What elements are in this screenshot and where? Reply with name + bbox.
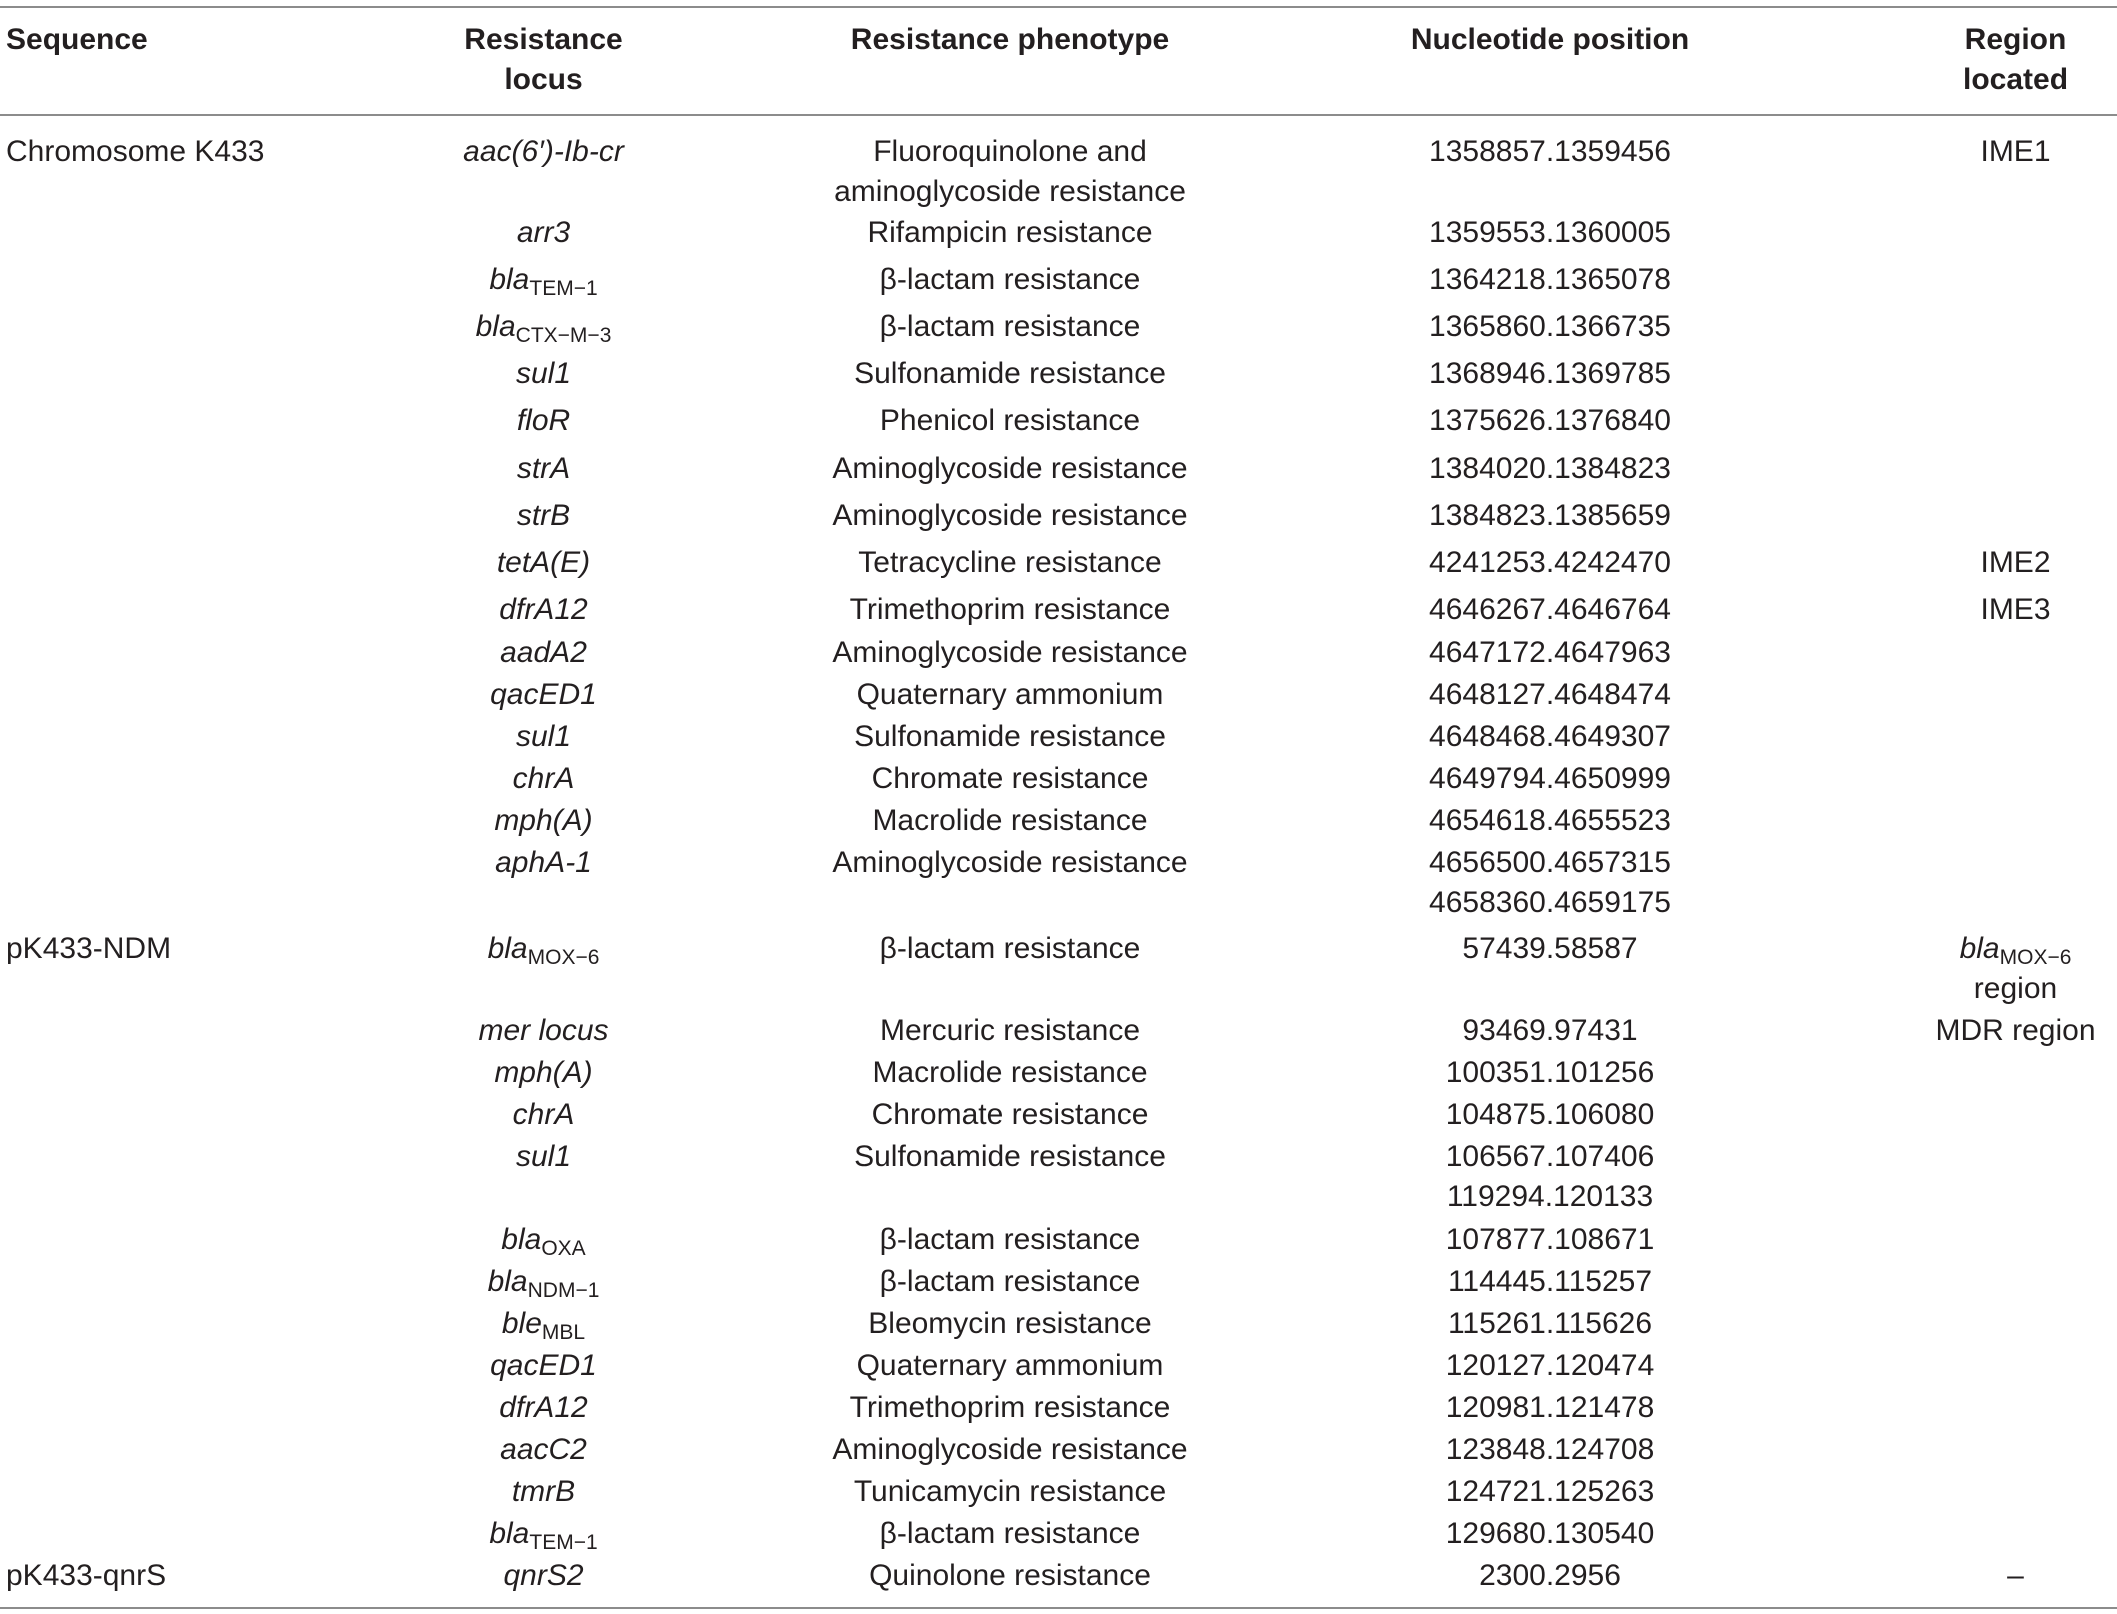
cell-position: 4646267.4646764 [1429, 593, 1671, 626]
cell-locus [395, 1053, 692, 1093]
cell-locus [395, 449, 692, 489]
cell-locus [395, 801, 692, 841]
cell-position: 106567.107406 [1445, 1140, 1655, 1173]
region-subscript: MOX−6 [1999, 946, 2072, 969]
cell-phenotype: β-lactam resistance [879, 1517, 1141, 1550]
cell-phenotype: Rifampicin resistance [867, 216, 1153, 249]
cell-locus [395, 132, 692, 172]
cell-region [1900, 590, 2117, 630]
locus-subscript: MBL [541, 1321, 586, 1344]
cell-locus [395, 1430, 692, 1470]
locus-name: sul1 [515, 1140, 572, 1173]
cell-phenotype: Fluoroquinolone and [873, 135, 1147, 168]
cell-position: 114445.115257 [1447, 1265, 1653, 1298]
cell-position: 120127.120474 [1445, 1349, 1655, 1382]
locus-name: bla [487, 932, 528, 965]
header-phenotype: Resistance phenotype [850, 23, 1170, 56]
cell-phenotype: β-lactam resistance [879, 1265, 1141, 1298]
cell-locus [395, 1304, 692, 1344]
cell-position: 1365860.1366735 [1429, 310, 1671, 343]
cell-position: 1358857.1359456 [1429, 135, 1671, 168]
cell-phenotype: Tunicamycin resistance [853, 1475, 1167, 1508]
locus-name: floR [516, 404, 571, 437]
cell-locus [395, 354, 692, 394]
cell-phenotype: β-lactam resistance [879, 932, 1141, 965]
cell-phenotype: Quaternary ammonium [856, 1349, 1164, 1382]
cell-locus [395, 307, 692, 347]
cell-region-line2: region [1973, 972, 2058, 1005]
cell-position: 93469.97431 [1462, 1014, 1638, 1047]
cell-position: 104875.106080 [1445, 1098, 1655, 1131]
cell-locus [395, 717, 692, 757]
cell-region [1900, 1011, 2117, 1051]
locus-name: strA [516, 452, 571, 485]
cell-sequence: pK433-qnrS [6, 1559, 167, 1592]
cell-locus [395, 1220, 692, 1260]
cell-locus [395, 1011, 692, 1051]
locus-name: bla [489, 1517, 530, 1550]
cell-locus [395, 1556, 692, 1596]
header-position: Nucleotide position [1410, 23, 1690, 56]
cell-locus [395, 633, 692, 673]
cell-position: 123848.124708 [1445, 1433, 1655, 1466]
cell-position: 1384020.1384823 [1429, 452, 1671, 485]
cell-locus [395, 929, 692, 969]
cell-region [1900, 929, 2117, 969]
locus-name: bla [501, 1223, 542, 1256]
cell-phenotype: β-lactam resistance [879, 1223, 1141, 1256]
locus-name: aadA2 [500, 636, 587, 669]
cell-locus [395, 1137, 692, 1177]
cell-phenotype: Aminoglycoside resistance [832, 452, 1188, 485]
locus-subscript: NDM−1 [527, 1279, 600, 1302]
locus-name: sul1 [515, 720, 572, 753]
locus-name: chrA [512, 1098, 575, 1131]
cell-sequence: Chromosome K433 [6, 135, 265, 168]
cell-phenotype: Chromate resistance [871, 1098, 1149, 1131]
locus-name: mph(A) [494, 804, 593, 837]
cell-locus [395, 1388, 692, 1428]
cell-position: 4648127.4648474 [1429, 678, 1671, 711]
locus-name: dfrA12 [499, 1391, 588, 1424]
header-region-line2: located [1962, 63, 2069, 96]
cell-phenotype: Macrolide resistance [872, 1056, 1148, 1089]
region-name: MDR region [1935, 1014, 2096, 1047]
locus-name: tetA(E) [496, 546, 591, 579]
region-name: – [2007, 1559, 2024, 1592]
cell-phenotype: Quinolone resistance [869, 1559, 1151, 1592]
table-header-rule [0, 114, 2117, 116]
cell-region [1900, 1556, 2117, 1596]
cell-phenotype: β-lactam resistance [879, 310, 1141, 343]
cell-locus [395, 590, 692, 630]
locus-name: qacED1 [490, 678, 597, 711]
locus-subscript: MOX−6 [527, 946, 600, 969]
cell-locus [395, 675, 692, 715]
region-name: IME1 [1980, 135, 2051, 168]
cell-position: 120981.121478 [1445, 1391, 1655, 1424]
cell-locus [395, 260, 692, 300]
cell-position: 1364218.1365078 [1429, 263, 1671, 296]
cell-sequence: pK433-NDM [6, 932, 172, 965]
cell-phenotype: Macrolide resistance [872, 804, 1148, 837]
header-sequence: Sequence [6, 23, 148, 56]
cell-phenotype: Sulfonamide resistance [854, 1140, 1166, 1173]
cell-locus [395, 543, 692, 583]
locus-name: sul1 [515, 357, 572, 390]
locus-subscript: OXA [541, 1237, 586, 1260]
locus-name: arr3 [516, 216, 571, 249]
cell-phenotype: Phenicol resistance [879, 404, 1141, 437]
header-region-line1: Region [1964, 23, 2067, 56]
cell-locus [395, 401, 692, 441]
cell-locus [395, 496, 692, 536]
cell-position-line2: 119294.120133 [1446, 1180, 1654, 1213]
locus-name: mer locus [478, 1014, 609, 1047]
cell-phenotype: Trimethoprim resistance [849, 1391, 1171, 1424]
cell-phenotype: Sulfonamide resistance [854, 357, 1166, 390]
cell-position: 4654618.4655523 [1429, 804, 1671, 837]
cell-position: 4647172.4647963 [1429, 636, 1671, 669]
cell-position: 1368946.1369785 [1429, 357, 1671, 390]
cell-locus [395, 1262, 692, 1302]
cell-position: 1375626.1376840 [1429, 404, 1671, 437]
locus-subscript: TEM−1 [529, 277, 598, 300]
header-locus [395, 20, 692, 100]
cell-position: 4241253.4242470 [1429, 546, 1671, 579]
cell-locus [395, 759, 692, 799]
cell-position: 107877.108671 [1445, 1223, 1655, 1256]
locus-name: tmrB [511, 1475, 576, 1508]
locus-subscript: TEM−1 [529, 1531, 598, 1554]
cell-phenotype: Bleomycin resistance [868, 1307, 1152, 1340]
locus-subscript: CTX−M−3 [515, 324, 612, 347]
cell-phenotype: Aminoglycoside resistance [832, 846, 1188, 879]
cell-locus [395, 843, 692, 883]
cell-phenotype-line2: aminoglycoside resistance [834, 175, 1186, 208]
header-locus-line2: locus [504, 63, 583, 96]
locus-name: mph(A) [494, 1056, 593, 1089]
locus-name: aphA-1 [495, 846, 592, 879]
cell-locus [395, 1346, 692, 1386]
region-name: IME2 [1980, 546, 2051, 579]
cell-position: 115261.115626 [1447, 1307, 1653, 1340]
cell-position: 2300.2956 [1479, 1559, 1621, 1592]
region-name: IME3 [1980, 593, 2051, 626]
locus-name: aac(6′)-Ib-cr [463, 135, 624, 168]
table-top-rule [0, 6, 2117, 8]
cell-phenotype: Tetracycline resistance [858, 546, 1162, 579]
cell-position: 4649794.4650999 [1429, 762, 1671, 795]
cell-region [1900, 132, 2117, 172]
locus-name: qnrS2 [503, 1559, 584, 1592]
locus-name: bla [489, 263, 530, 296]
region-name: bla [1959, 932, 2000, 965]
cell-position: 1384823.1385659 [1429, 499, 1671, 532]
locus-name: ble [501, 1307, 542, 1340]
cell-region [1900, 543, 2117, 583]
locus-name: chrA [512, 762, 575, 795]
cell-position: 100351.101256 [1445, 1056, 1655, 1089]
cell-position: 4648468.4649307 [1429, 720, 1671, 753]
cell-position: 1359553.1360005 [1429, 216, 1671, 249]
header-locus-line1: Resistance [464, 23, 623, 56]
cell-phenotype: Aminoglycoside resistance [832, 499, 1188, 532]
cell-phenotype: Sulfonamide resistance [854, 720, 1166, 753]
locus-name: bla [487, 1265, 528, 1298]
cell-position: 129680.130540 [1445, 1517, 1655, 1550]
cell-locus [395, 1514, 692, 1554]
locus-name: qacED1 [490, 1349, 597, 1382]
cell-position: 124721.125263 [1445, 1475, 1655, 1508]
table-bottom-rule [0, 1607, 2117, 1609]
cell-locus [395, 1472, 692, 1512]
cell-phenotype: β-lactam resistance [879, 263, 1141, 296]
cell-phenotype: Chromate resistance [871, 762, 1149, 795]
cell-phenotype: Mercuric resistance [879, 1014, 1141, 1047]
cell-locus [395, 1095, 692, 1135]
cell-position-line2: 4658360.4659175 [1429, 886, 1671, 919]
cell-position: 4656500.4657315 [1429, 846, 1671, 879]
locus-name: bla [475, 310, 516, 343]
locus-name: dfrA12 [499, 593, 588, 626]
locus-name: aacC2 [500, 1433, 587, 1466]
locus-name: strB [516, 499, 571, 532]
cell-phenotype: Aminoglycoside resistance [832, 636, 1188, 669]
cell-position: 57439.58587 [1462, 932, 1638, 965]
header-region [1900, 20, 2117, 100]
cell-phenotype: Quaternary ammonium [856, 678, 1164, 711]
cell-locus [395, 213, 692, 253]
cell-phenotype: Trimethoprim resistance [849, 593, 1171, 626]
cell-phenotype: Aminoglycoside resistance [832, 1433, 1188, 1466]
